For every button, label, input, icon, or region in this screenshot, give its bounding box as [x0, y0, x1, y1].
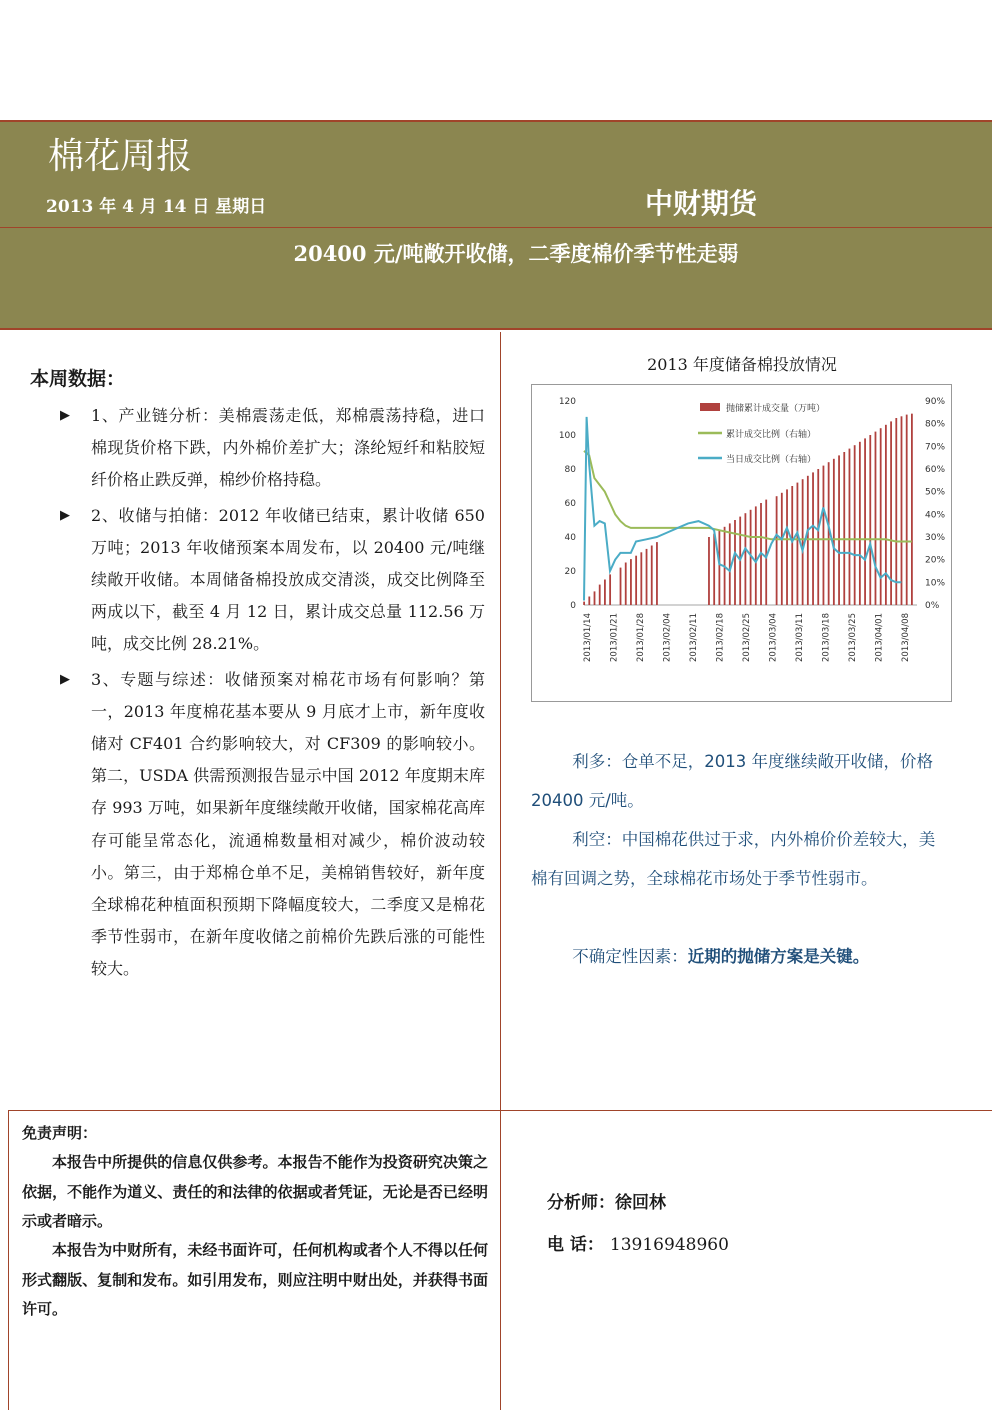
y2-tick-label: 10% [925, 578, 946, 589]
weekly-data-heading: 本周数据： [30, 368, 126, 390]
bar [765, 500, 767, 605]
x-tick-label: 2013/01/14 [583, 613, 593, 662]
bar [781, 493, 783, 605]
phone-label: 电 话： [547, 1235, 604, 1255]
bar [776, 496, 778, 605]
bar [656, 542, 658, 605]
y2-tick-label: 30% [925, 533, 946, 543]
legend-label: 当日成交比例（右轴） [726, 455, 817, 465]
uncertain-factors [531, 937, 951, 976]
footer-divider [8, 1110, 992, 1111]
company-name: 中财期货 [645, 187, 758, 220]
legend-label: 抛储累计成交量（万吨） [726, 404, 826, 414]
bar [911, 414, 913, 605]
bar [901, 416, 903, 605]
disclaimer-paragraph-1: 本报告中所提供的信息仅供参考。本报告不能作为投资研究决策之依据，不能作为道义、责任的和法律的依据或者凭证，无论是否已经明示或者暗示。 [22, 1153, 488, 1230]
bar [786, 489, 788, 605]
bullet-text: 1、产业链分析：美棉震荡走低，郑棉震荡持稳，进口棉现货价格下跌，内外棉价差扩大；涤纶短纤和粘胶短纤价格止跌反弹，棉纱价格持稳。 [91, 406, 485, 490]
report-header [0, 120, 992, 330]
bullet-summary [60, 664, 485, 986]
bar [718, 530, 720, 605]
x-tick-label: 2013/03/25 [848, 613, 858, 662]
arrow-bullet-icon: ▶ [60, 507, 70, 523]
bar [869, 435, 871, 605]
bar [859, 442, 861, 605]
y-tick-label: 120 [558, 397, 576, 407]
chart-title: 2013 年度储备棉投放情况 [647, 355, 837, 374]
bar [620, 568, 622, 605]
x-tick-label: 2013/01/28 [636, 613, 646, 662]
bar [875, 432, 877, 605]
y2-tick-label: 20% [925, 555, 946, 566]
y-tick-label: 100 [558, 431, 576, 441]
phone-number: 13916948960 [609, 1235, 729, 1255]
bar [635, 556, 637, 605]
bar [843, 452, 845, 605]
bar [849, 449, 851, 605]
bar [729, 523, 731, 605]
x-tick-label: 2013/02/04 [662, 613, 673, 662]
bullet-text: 3、专题与综述：收储预案对棉花市场有何影响？第一，2013 年度棉花基本要从 9 月底才上市，新年度收储对 CF401 合约影响较大，对 CF309 的影响较小。第二，USDA 供需预测报告显示中国 2012 年度期末库存 993 万吨，如果新年度继续敞开收储，国家棉花高库存可能呈常态化，流通棉数量相对减少，棉价波动较小。第三，由于郑棉仓单不足，美棉销售较好，新年度全球棉花种植面积预期下降幅度较大，二季度又是棉花季节性弱市，在新年度收储之前棉价先跌后涨的可能性较大。 [91, 669, 485, 979]
bar [885, 425, 887, 605]
y-tick-label: 40 [564, 533, 576, 543]
bar [854, 445, 856, 605]
x-tick-label: 2013/03/11 [795, 613, 805, 662]
disclaimer-paragraph-2: 本报告为中财所有，未经书面许可，任何机构或者个人不得以任何形式翻版、复制和发布。如引用发布，则应注明中财出处，并获得书面许可。 [22, 1241, 488, 1318]
arrow-bullet-icon: ▶ [60, 671, 70, 687]
y2-tick-label: 60% [925, 465, 946, 475]
reserve-cotton-chart [531, 384, 952, 702]
chart-svg [532, 385, 953, 703]
bar [583, 602, 585, 605]
bar [609, 574, 611, 605]
y2-tick-label: 40% [925, 510, 946, 521]
bar [599, 585, 601, 605]
y2-tick-label: 90% [925, 397, 946, 407]
bar [895, 418, 897, 605]
legend-swatch [700, 403, 720, 411]
bar [906, 415, 908, 605]
bar [890, 421, 892, 605]
bar [807, 476, 809, 605]
bullet-text: 2、收储与拍储：2012 年收储已结束，累计收储 650 万吨；2013 年收储预案本周发布，以 20400 元/吨继续敞开收储。本周储备棉投放成交清淡，成交比例降至两成以下，截至 4 月 12 日，累计成交总量 112.56 万吨，成交比例 28.21%。 [91, 505, 485, 654]
analyst-name: 分析师：徐回林 [547, 1193, 666, 1213]
bearish-factors: 利空：中国棉花供过于求，内外棉价价差较大，美棉有回调之势，全球棉花市场处于季节性弱市。 [531, 830, 936, 888]
legend-label: 累计成交比例（右轴） [726, 430, 817, 440]
x-tick-label: 2013/03/18 [821, 613, 832, 662]
x-tick-label: 2013/01/21 [609, 613, 620, 662]
phone-row [547, 1230, 729, 1255]
bar [755, 506, 757, 605]
bar [791, 486, 793, 605]
bar [625, 563, 627, 606]
bar [838, 455, 840, 605]
bar [833, 459, 835, 605]
column-divider [500, 332, 501, 1410]
headline: 20400 元/吨敞开收储，二季度棉价季节性走弱 [293, 241, 739, 266]
bar [640, 552, 642, 605]
y2-tick-label: 70% [925, 442, 946, 453]
x-tick-label: 2013/02/18 [715, 613, 726, 662]
bar [817, 469, 819, 605]
uncertain-label: 不确定性因素： [572, 947, 688, 966]
weekly-bullets [60, 400, 485, 989]
y-tick-label: 0 [570, 601, 576, 611]
bar [828, 462, 830, 605]
x-tick-label: 2013/02/11 [689, 613, 699, 662]
y-tick-label: 60 [564, 499, 576, 509]
bar [630, 559, 632, 605]
left-frame [8, 1110, 9, 1410]
report-title: 棉花周报 [48, 136, 193, 177]
y2-tick-label: 50% [925, 487, 946, 498]
x-tick-label: 2013/04/01 [874, 613, 885, 662]
report-date: 2013 年 4 月 14 日 星期日 [46, 197, 267, 217]
disclaimer-heading: 免责声明： [22, 1124, 98, 1142]
bar [646, 549, 648, 605]
x-tick-label: 2013/02/25 [742, 613, 752, 662]
y-tick-label: 80 [564, 465, 576, 475]
bar [797, 483, 799, 605]
bullish-factors: 利多：仓单不足，2013 年度继续敞开收储，价格 20400 元/吨。 [531, 752, 933, 810]
uncertain-text: 近期的抛储方案是关键。 [687, 947, 870, 966]
x-tick-label: 2013/04/08 [901, 613, 911, 662]
bar [802, 479, 804, 605]
bullet-industry-chain [60, 400, 485, 497]
arrow-bullet-icon: ▶ [60, 408, 70, 423]
bar [651, 546, 653, 606]
bar [744, 513, 746, 605]
y-tick-label: 20 [564, 567, 576, 577]
x-tick-label: 2013/03/04 [768, 613, 779, 662]
y2-tick-label: 80% [925, 419, 946, 430]
bar [823, 466, 825, 605]
bar [588, 597, 590, 606]
bar [708, 537, 710, 605]
bar [864, 438, 866, 605]
bar [713, 534, 715, 605]
bullet-storage-auction [60, 500, 485, 661]
bar [604, 580, 606, 606]
header-divider [0, 227, 992, 228]
y2-tick-label: 0% [925, 601, 940, 611]
bar [594, 591, 596, 605]
